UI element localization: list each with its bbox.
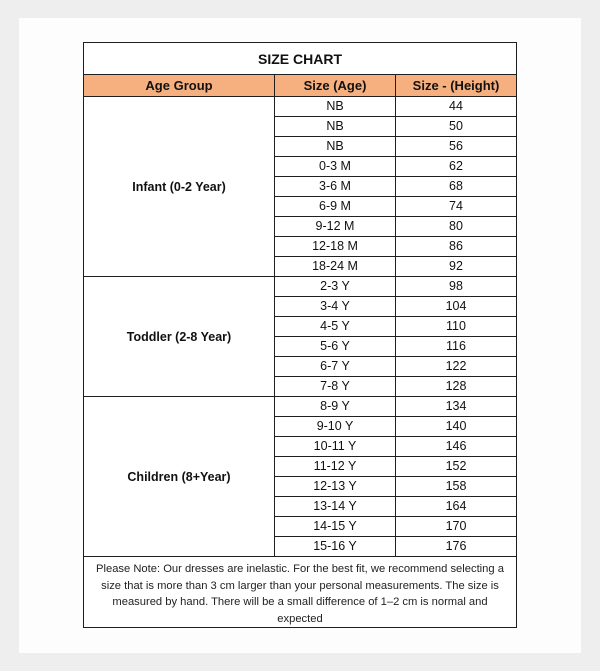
size-height-cell: 62 [396,157,516,177]
size-age-cell: 7-8 Y [275,377,396,397]
size-height-cell: 98 [396,277,516,297]
size-height-cell: 140 [396,417,516,437]
size-age-cell: NB [275,137,396,157]
size-age-cell: 14-15 Y [275,517,396,537]
size-chart [83,42,517,628]
size-age-cell: NB [275,97,396,117]
size-age-cell: 3-6 M [275,177,396,197]
size-age-cell: 0-3 M [275,157,396,177]
size-age-cell: 12-18 M [275,237,396,257]
size-age-cell: 2-3 Y [275,277,396,297]
size-height-cell: 146 [396,437,516,457]
size-age-cell: 11-12 Y [275,457,396,477]
table-header [84,75,516,97]
size-age-cell: 9-10 Y [275,417,396,437]
size-age-cell: 9-12 M [275,217,396,237]
size-height-cell: 170 [396,517,516,537]
header-size-age: Size (Age) [275,75,396,96]
size-age-cell: 12-13 Y [275,477,396,497]
size-height-cell: 158 [396,477,516,497]
size-age-cell: 10-11 Y [275,437,396,457]
chart-title: SIZE CHART [84,43,516,75]
size-age-cell: 15-16 Y [275,537,396,557]
age-group-cell: Toddler (2-8 Year) [84,277,275,397]
size-age-cell: NB [275,117,396,137]
size-height-cell: 104 [396,297,516,317]
age-group-cell: Infant (0-2 Year) [84,97,275,277]
size-height-cell: 110 [396,317,516,337]
header-size-height: Size - (Height) [412,78,500,93]
size-age-cell: 4-5 Y [275,317,396,337]
size-height-cell: 176 [396,537,516,557]
size-height-cell: 68 [396,177,516,197]
size-age-cell: 6-7 Y [275,357,396,377]
size-height-cell: 44 [396,97,516,117]
size-age-cell: 18-24 M [275,257,396,277]
size-height-cell: 164 [396,497,516,517]
fit-note: Please Note: Our dresses are inelastic. For the best fit, we recommend selecting a size that is more than 3 cm larger than your personal measurements. The size is measured by hand. There will be a small difference of 1–2 cm is normal and expected [96,563,504,625]
size-age-cell: 6-9 M [275,197,396,217]
size-height-cell: 86 [396,237,516,257]
size-height-cell: 80 [396,217,516,237]
size-height-cell: 74 [396,197,516,217]
size-age-cell: 13-14 Y [275,497,396,517]
size-height-cell: 122 [396,357,516,377]
size-height-cell: 128 [396,377,516,397]
size-height-cell: 56 [396,137,516,157]
size-height-cell: 92 [396,257,516,277]
size-age-cell: 5-6 Y [275,337,396,357]
size-age-cell: 8-9 Y [275,397,396,417]
table-body [84,97,516,557]
header-age-group: Age Group [84,75,275,96]
size-height-cell: 152 [396,457,516,477]
age-group-cell: Children (8+Year) [84,397,275,557]
size-age-cell: 3-4 Y [275,297,396,317]
size-height-cell: 134 [396,397,516,417]
size-height-cell: 116 [396,337,516,357]
size-height-cell: 50 [396,117,516,137]
